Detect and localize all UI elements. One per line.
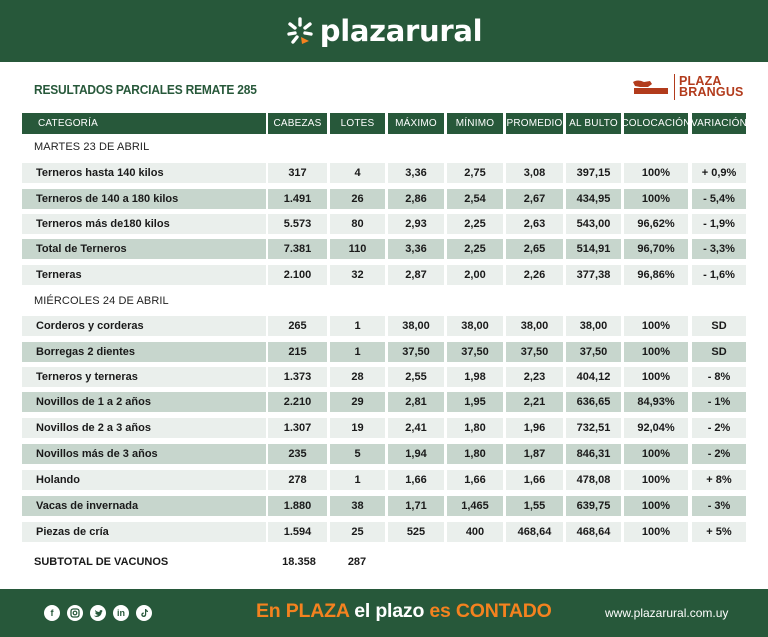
subtotal-lotes: 287	[347, 556, 367, 568]
cell-maximo: 525	[388, 522, 444, 542]
cell-variacion: - 3,3%	[692, 239, 746, 259]
cell-lotes: 19	[330, 418, 385, 438]
brand-divider	[674, 74, 675, 100]
cell-cabezas: 1.594	[268, 522, 327, 542]
cell-cabezas: 5.573	[268, 214, 327, 234]
cell-maximo: 3,36	[388, 239, 444, 259]
row-category: Terneros de 140 a 180 kilos	[22, 189, 266, 209]
cell-maximo: 2,87	[388, 265, 444, 285]
cell-lotes: 5	[330, 444, 385, 464]
row-category: Corderos y corderas	[22, 316, 266, 336]
header-col-lotes: LOTES	[330, 113, 385, 134]
section-date-label: MIÉRCOLES 24 DE ABRIL	[34, 295, 169, 307]
cell-promedio: 1,87	[506, 444, 563, 464]
cell-variacion: SD	[692, 316, 746, 336]
instagram-icon[interactable]	[67, 605, 83, 621]
cell-colocacion: 100%	[624, 316, 688, 336]
cell-minimo: 1,465	[447, 496, 503, 516]
cell-minimo: 1,66	[447, 470, 503, 490]
cell-cabezas: 1.491	[268, 189, 327, 209]
website-url[interactable]: www.plazarural.com.uy	[605, 606, 729, 620]
cell-maximo: 1,66	[388, 470, 444, 490]
cell-promedio: 1,55	[506, 496, 563, 516]
cell-variacion: SD	[692, 342, 746, 362]
cell-maximo: 2,81	[388, 392, 444, 412]
plaza-brangus-logo	[630, 74, 744, 100]
cell-promedio: 3,08	[506, 163, 563, 183]
cell-variacion: - 5,4%	[692, 189, 746, 209]
cell-promedio: 2,21	[506, 392, 563, 412]
cell-lotes: 80	[330, 214, 385, 234]
header-col-minimo: MÍNIMO	[447, 113, 503, 134]
cell-minimo: 38,00	[447, 316, 503, 336]
cell-al-bulto: 377,38	[566, 265, 621, 285]
cell-promedio: 2,63	[506, 214, 563, 234]
cell-variacion: - 8%	[692, 367, 746, 387]
cell-lotes: 110	[330, 239, 385, 259]
cell-cabezas: 1.880	[268, 496, 327, 516]
cell-al-bulto: 468,64	[566, 522, 621, 542]
cell-promedio: 38,00	[506, 316, 563, 336]
cell-minimo: 2,54	[447, 189, 503, 209]
cell-maximo: 2,55	[388, 367, 444, 387]
cell-al-bulto: 636,65	[566, 392, 621, 412]
header-bar	[0, 0, 768, 62]
sprout-logo-icon	[286, 16, 314, 46]
facebook-icon[interactable]: f	[44, 605, 60, 621]
cell-promedio: 2,65	[506, 239, 563, 259]
cell-colocacion: 100%	[624, 367, 688, 387]
cell-colocacion: 100%	[624, 444, 688, 464]
cell-lotes: 4	[330, 163, 385, 183]
cell-lotes: 1	[330, 316, 385, 336]
cell-al-bulto: 543,00	[566, 214, 621, 234]
cell-minimo: 2,25	[447, 214, 503, 234]
cell-minimo: 2,25	[447, 239, 503, 259]
header-col-al-bulto: AL BULTO	[566, 113, 621, 134]
cell-al-bulto: 38,00	[566, 316, 621, 336]
row-category: Vacas de invernada	[22, 496, 266, 516]
row-category: Piezas de cría	[22, 522, 266, 542]
twitter-icon[interactable]	[90, 605, 106, 621]
row-category: Terneros hasta 140 kilos	[22, 163, 266, 183]
cell-lotes: 1	[330, 470, 385, 490]
brand-line-1: PLAZA	[679, 73, 722, 88]
cell-cabezas: 2.100	[268, 265, 327, 285]
row-category: Terneras	[22, 265, 266, 285]
plazarural-logo	[286, 14, 482, 48]
cell-variacion: - 2%	[692, 444, 746, 464]
cell-minimo: 2,75	[447, 163, 503, 183]
cell-al-bulto: 514,91	[566, 239, 621, 259]
cell-lotes: 38	[330, 496, 385, 516]
report-title: RESULTADOS PARCIALES REMATE 285	[34, 82, 257, 97]
cell-al-bulto: 37,50	[566, 342, 621, 362]
cell-al-bulto: 434,95	[566, 189, 621, 209]
linkedin-icon[interactable]: in	[113, 605, 129, 621]
cell-maximo: 2,93	[388, 214, 444, 234]
slogan-word-2: PLAZA	[285, 600, 350, 622]
cell-colocacion: 96,86%	[624, 265, 688, 285]
cell-cabezas: 1.373	[268, 367, 327, 387]
cell-lotes: 26	[330, 189, 385, 209]
cell-cabezas: 7.381	[268, 239, 327, 259]
subtotal-label: SUBTOTAL DE VACUNOS	[34, 556, 169, 568]
cell-al-bulto: 397,15	[566, 163, 621, 183]
cell-promedio: 2,67	[506, 189, 563, 209]
cell-variacion: + 8%	[692, 470, 746, 490]
row-category: Terneros más de180 kilos	[22, 214, 266, 234]
slogan-word-3: el plazo	[354, 600, 425, 622]
cell-al-bulto: 732,51	[566, 418, 621, 438]
cell-cabezas: 278	[268, 470, 327, 490]
slogan	[256, 600, 552, 623]
row-category: Holando	[22, 470, 266, 490]
brangus-badge-icon	[630, 78, 670, 96]
cell-lotes: 28	[330, 367, 385, 387]
header-col-maximo: MÁXIMO	[388, 113, 444, 134]
cell-maximo: 37,50	[388, 342, 444, 362]
social-links	[44, 605, 152, 621]
cell-promedio: 1,96	[506, 418, 563, 438]
cell-cabezas: 317	[268, 163, 327, 183]
header-col-categoria: CATEGORÍA	[22, 113, 266, 134]
header-col-promedio: PROMEDIO	[506, 113, 563, 134]
cell-variacion: - 3%	[692, 496, 746, 516]
cell-promedio: 2,23	[506, 367, 563, 387]
cell-lotes: 1	[330, 342, 385, 362]
cell-promedio: 2,26	[506, 265, 563, 285]
cell-variacion: + 5%	[692, 522, 746, 542]
cell-variacion: - 1,6%	[692, 265, 746, 285]
cell-promedio: 37,50	[506, 342, 563, 362]
cell-variacion: - 1,9%	[692, 214, 746, 234]
cell-colocacion: 100%	[624, 470, 688, 490]
cell-colocacion: 84,93%	[624, 392, 688, 412]
cell-cabezas: 235	[268, 444, 327, 464]
cell-minimo: 1,80	[447, 444, 503, 464]
cell-colocacion: 100%	[624, 342, 688, 362]
cell-cabezas: 1.307	[268, 418, 327, 438]
cell-maximo: 2,86	[388, 189, 444, 209]
cell-minimo: 1,95	[447, 392, 503, 412]
cell-cabezas: 265	[268, 316, 327, 336]
row-category: Novillos de 2 a 3 años	[22, 418, 266, 438]
cell-al-bulto: 639,75	[566, 496, 621, 516]
cell-lotes: 29	[330, 392, 385, 412]
row-category: Novillos de 1 a 2 años	[22, 392, 266, 412]
cell-variacion: + 0,9%	[692, 163, 746, 183]
header-col-cabezas: CABEZAS	[268, 113, 327, 134]
cell-variacion: - 1%	[692, 392, 746, 412]
cell-minimo: 400	[447, 522, 503, 542]
cell-colocacion: 100%	[624, 522, 688, 542]
slogan-word-5: CONTADO	[455, 600, 552, 622]
cell-minimo: 1,80	[447, 418, 503, 438]
cell-variacion: - 2%	[692, 418, 746, 438]
slogan-word-1: En	[256, 600, 281, 622]
cell-colocacion: 100%	[624, 189, 688, 209]
row-category: Borregas 2 dientes	[22, 342, 266, 362]
cell-promedio: 1,66	[506, 470, 563, 490]
row-category: Total de Terneros	[22, 239, 266, 259]
cell-lotes: 25	[330, 522, 385, 542]
cell-colocacion: 92,04%	[624, 418, 688, 438]
header-col-colocacion: COLOCACIÓN	[624, 113, 688, 134]
cell-colocacion: 100%	[624, 496, 688, 516]
cell-maximo: 38,00	[388, 316, 444, 336]
section-date-label: MARTES 23 DE ABRIL	[34, 141, 150, 153]
cell-maximo: 2,41	[388, 418, 444, 438]
cell-lotes: 32	[330, 265, 385, 285]
cell-promedio: 468,64	[506, 522, 563, 542]
cell-al-bulto: 846,31	[566, 444, 621, 464]
cell-minimo: 2,00	[447, 265, 503, 285]
logo-text: plazarural	[319, 14, 483, 48]
row-category: Terneros y terneras	[22, 367, 266, 387]
cell-colocacion: 96,62%	[624, 214, 688, 234]
cell-colocacion: 96,70%	[624, 239, 688, 259]
cell-maximo: 1,94	[388, 444, 444, 464]
slogan-word-4: es	[429, 600, 451, 622]
brand-line-2: BRANGUS	[679, 85, 744, 99]
row-category: Novillos más de 3 años	[22, 444, 266, 464]
cell-maximo: 1,71	[388, 496, 444, 516]
cell-cabezas: 2.210	[268, 392, 327, 412]
footer-bar	[0, 589, 768, 637]
cell-cabezas: 215	[268, 342, 327, 362]
subtotal-cabezas: 18.358	[282, 556, 316, 568]
cell-minimo: 1,98	[447, 367, 503, 387]
cell-al-bulto: 478,08	[566, 470, 621, 490]
cell-colocacion: 100%	[624, 163, 688, 183]
brand-name	[679, 73, 744, 99]
cell-minimo: 37,50	[447, 342, 503, 362]
cell-al-bulto: 404,12	[566, 367, 621, 387]
tiktok-icon[interactable]	[136, 605, 152, 621]
header-col-variacion: VARIACIÓN	[692, 113, 746, 134]
cell-maximo: 3,36	[388, 163, 444, 183]
